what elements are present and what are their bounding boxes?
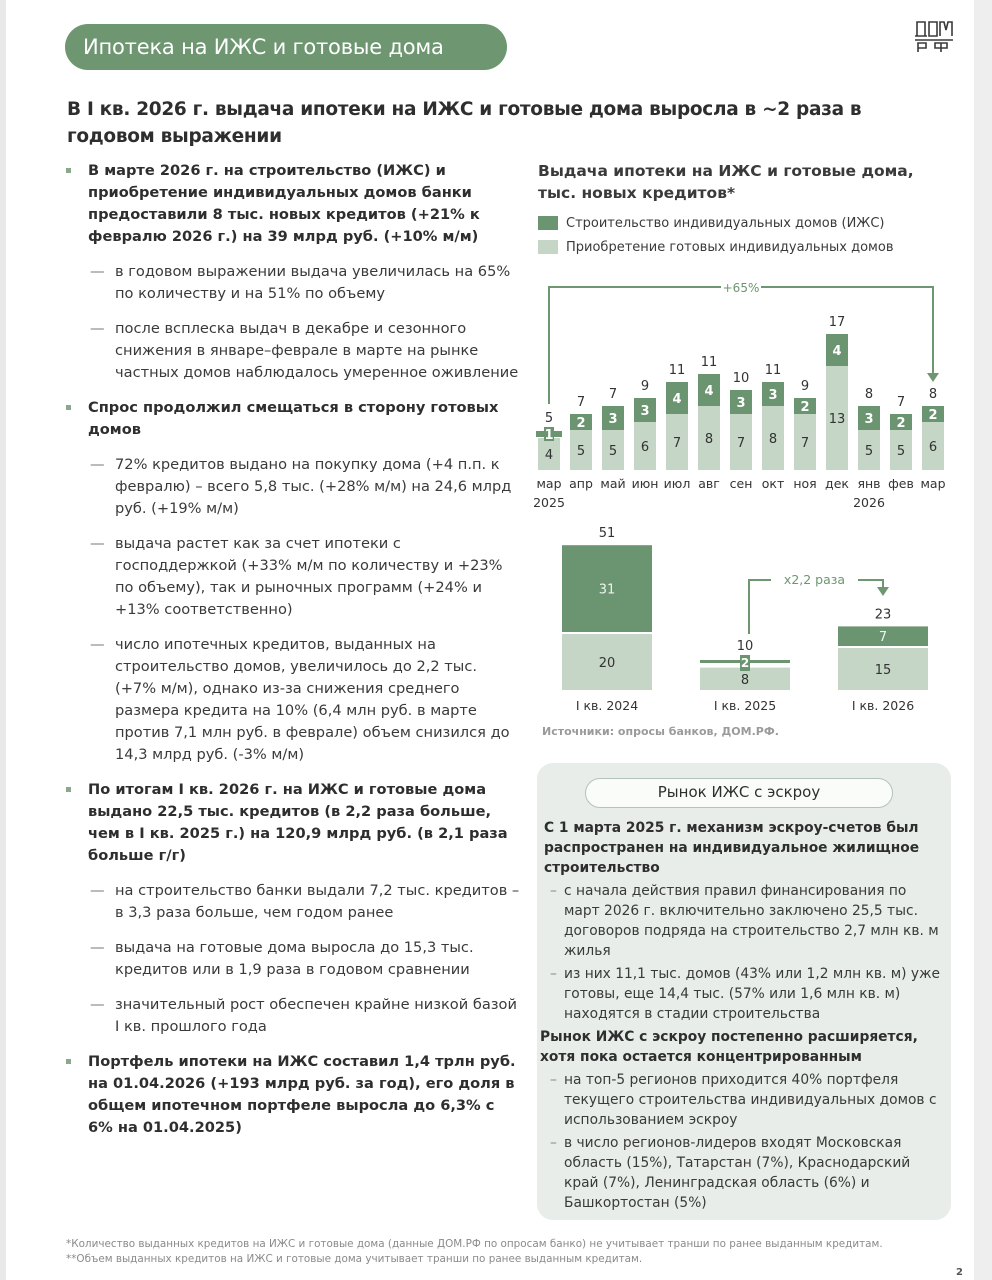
legend-swatch-dark xyxy=(538,216,558,230)
escrow-sub: – из них 11,1 тыс. домов (43% или 1,2 млн кв. м) уже готовы, еще 14,4 тыс. (57% или 1,6 млн кв. м) находятся в стадии строительства xyxy=(550,966,940,1022)
data-label-construction: 1 xyxy=(544,428,554,443)
data-label-total: 10 xyxy=(732,371,750,386)
legend-item-construction: Строительство индивидуальных домов (ИЖС) xyxy=(538,211,893,235)
bullet-4 xyxy=(62,1051,522,1139)
data-label-ready-homes: 8 xyxy=(768,432,778,447)
data-label-ready-homes: 15 xyxy=(874,663,892,678)
data-label-construction: 2 xyxy=(576,416,586,431)
footnote: **Объем выданных кредитов на ИЖС и готовые дома учитывает транши по ранее выданным кредитам. xyxy=(66,1253,643,1265)
data-label-construction: 2 xyxy=(896,416,906,431)
data-label-ready-homes: 4 xyxy=(544,448,554,463)
data-label-construction: 7 xyxy=(878,630,888,646)
x-tick-label: I кв. 2026 xyxy=(851,698,915,713)
data-label-total: 17 xyxy=(828,315,846,330)
x-tick-label: май xyxy=(600,476,626,491)
data-label-total: 11 xyxy=(668,363,686,378)
x-tick-label: янв xyxy=(857,476,881,491)
arrow-down-icon xyxy=(927,373,939,382)
footnotes xyxy=(66,1237,883,1267)
data-label-ready-homes: 5 xyxy=(896,444,906,459)
bullet-marker-icon xyxy=(66,168,71,173)
data-label-construction: 3 xyxy=(736,396,746,411)
data-label-construction: 2 xyxy=(800,400,810,415)
escrow-content xyxy=(540,818,945,1213)
x-tick-label: I кв. 2024 xyxy=(575,698,639,713)
data-label-ready-homes: 6 xyxy=(928,440,938,455)
data-label-total: 11 xyxy=(700,355,718,370)
dash-icon: — xyxy=(90,996,105,1013)
dash-icon: — xyxy=(90,320,105,337)
chart-title: Выдача ипотеки на ИЖС и готовые дома, тыс. новых кредитов* xyxy=(538,162,914,202)
headline: В I кв. 2026 г. выдача ипотеки на ИЖС и готовые дома выросла в ~2 раза в годовом выражении xyxy=(67,99,862,147)
growth-annotation-line xyxy=(549,287,721,404)
growth-annotation-label: x2,2 раза xyxy=(783,572,846,587)
x-year-label: 2025 xyxy=(533,495,565,510)
x-tick-label: дек xyxy=(825,476,849,491)
bullet-marker-icon xyxy=(66,1059,71,1064)
sub-bullet: — на строительство банки выдали 7,2 тыс. кредитов – в 3,3 раза больше, чем годом ранее xyxy=(90,882,520,921)
x-tick-label: I кв. 2025 xyxy=(713,698,777,713)
x-tick-label: окт xyxy=(761,476,785,491)
sub-bullet: — после всплеска выдач в декабре и сезонного снижения в январе–феврале в марте на рынке частных домов наблюдалось умеренное оживление xyxy=(90,320,519,381)
sub-bullet: — выдача на готовые дома выросла до 15,3 тыс. кредитов или в 1,9 раза в годовом сравнении xyxy=(90,939,474,978)
escrow-sub: – с начала действия правил финансирования по март 2026 г. включительно заключено 25,5 тыс. договоров подряда на строительство 2,7 млн кв. м жилья xyxy=(550,883,939,959)
bullet-marker-icon xyxy=(66,787,71,792)
data-label-ready-homes: 5 xyxy=(576,444,586,459)
x-tick-label: авг xyxy=(698,476,720,491)
growth-annotation-line xyxy=(858,580,883,588)
legend-item-ready-homes: Приобретение готовых индивидуальных домов xyxy=(538,235,893,259)
dash-icon: – xyxy=(550,1072,557,1088)
data-label-total: 7 xyxy=(896,395,906,410)
dash-icon: — xyxy=(90,535,105,552)
data-label-total: 9 xyxy=(640,379,650,394)
data-label-construction: 2 xyxy=(928,408,938,423)
escrow-sub: – на топ-5 регионов приходится 40% портфеля текущего строительства индивидуальных домов с использованием эскроу xyxy=(550,1072,937,1128)
data-label-ready-homes: 5 xyxy=(864,444,874,459)
x-tick-label: июл xyxy=(663,476,691,491)
data-label-construction: 4 xyxy=(832,344,842,359)
bullet-text: Спрос продолжил смещаться в сторону готовых домов xyxy=(88,399,499,438)
sources-note: Источники: опросы банков, ДОМ.РФ. xyxy=(542,725,779,738)
data-label-total: 5 xyxy=(544,411,554,426)
arrow-down-icon xyxy=(877,587,889,596)
dash-icon: – xyxy=(550,966,557,982)
x-tick-label: фев xyxy=(888,476,914,491)
x-tick-label: апр xyxy=(569,476,593,491)
bullet-text: Портфель ипотеки на ИЖС составил 1,4 трлн руб. на 01.04.2026 (+193 млрд руб. за год), его доля в общем ипотечном портфеле выросла до 6,3% с 6% на 01.04.2025) xyxy=(88,1053,516,1136)
data-label-ready-homes: 5 xyxy=(608,444,618,459)
data-label-ready-homes: 7 xyxy=(800,436,810,451)
growth-annotation-line xyxy=(749,580,771,634)
escrow-sub: – в число регионов-лидеров входят Московская область (15%), Татарстан (7%), Краснодарский край (7%), Ленинградская область (6%) и Башкортостан (5%) xyxy=(550,1135,911,1211)
data-label-construction: 4 xyxy=(672,392,682,407)
data-label-total: 51 xyxy=(598,526,616,542)
x-tick-label: сен xyxy=(729,476,753,491)
data-label-total: 9 xyxy=(800,379,810,394)
data-label-total: 7 xyxy=(608,387,618,402)
left-column xyxy=(62,160,522,1139)
data-label-ready-homes: 8 xyxy=(740,672,750,688)
legend-swatch-light xyxy=(538,240,558,254)
sub-bullet: — выдача растет как за счет ипотеки с господдержкой (+33% м/м по количеству и +23% по объему), так и рыночных программ (+24% и +13% соответственно) xyxy=(90,535,503,618)
dash-icon: — xyxy=(90,456,105,473)
data-label-construction: 31 xyxy=(598,582,616,598)
dash-icon: — xyxy=(90,263,105,280)
quarterly-bar-chart xyxy=(540,520,950,720)
data-label-total: 8 xyxy=(928,387,938,402)
page-edge-right xyxy=(974,0,992,1280)
data-label-construction: 2 xyxy=(740,656,750,670)
sub-bullet: — число ипотечных кредитов, выданных на строительство домов, увеличилось до 2,2 тыс. (+7% м/м), однако из-за снижения среднего размера кредита на 10% (6,4 млн руб. в марте против 7,1 млн руб. в феврале) объем снизился до 14,3 млрд руб. (-3% м/м) xyxy=(90,636,510,763)
x-tick-label: ноя xyxy=(793,476,817,491)
data-label-construction: 3 xyxy=(768,388,778,403)
dash-icon: – xyxy=(550,1135,557,1151)
x-year-label: 2026 xyxy=(853,495,885,510)
footnote: *Количество выданных кредитов на ИЖС и готовые дома (данные ДОМ.РФ по опросам банко) не учитывает транши по ранее выданным кредитам. xyxy=(66,1238,883,1250)
sub-bullet: — значительный рост обеспечен крайне низкой базой I кв. прошлого года xyxy=(90,996,517,1035)
escrow-heading: Рынок ИЖС с эскроу постепенно расширяется, хотя пока остается концентрированным xyxy=(540,1029,918,1065)
bullet-text: В марте 2026 г. на строительство (ИЖС) и приобретение индивидуальных домов банки предоставили 8 тыс. новых кредитов (+21% к февралю 2026 г.) на 39 млрд руб. (+10% м/м) xyxy=(88,162,480,245)
data-label-construction: 3 xyxy=(864,412,874,427)
data-label-construction: 4 xyxy=(704,384,714,399)
x-tick-label: июн xyxy=(631,476,659,491)
x-tick-label: мар xyxy=(920,476,946,491)
data-label-total: 23 xyxy=(874,607,892,623)
escrow-title: Рынок ИЖС с эскроу xyxy=(585,778,893,808)
escrow-heading: С 1 марта 2025 г. механизм эскроу-счетов был распространен на индивидуальное жилищное строительство xyxy=(544,820,920,876)
data-label-ready-homes: 13 xyxy=(828,412,846,427)
bullet-3 xyxy=(62,779,522,867)
data-label-ready-homes: 6 xyxy=(640,440,650,455)
dash-icon: — xyxy=(90,636,105,653)
bullet-1 xyxy=(62,160,522,248)
data-label-total: 11 xyxy=(764,363,782,378)
escrow-panel xyxy=(537,763,951,1220)
page-number: 2 xyxy=(956,1267,963,1278)
bullet-text: По итогам I кв. 2026 г. на ИЖС и готовые дома выдано 22,5 тыс. кредитов (в 2,2 раза больше, чем в I кв. 2025 г.) на 120,9 млрд руб. (в 2,1 раза больше г/г) xyxy=(88,781,508,864)
dash-icon: — xyxy=(90,882,105,899)
data-label-total: 7 xyxy=(576,395,586,410)
bullet-marker-icon xyxy=(66,405,71,410)
data-label-ready-homes: 20 xyxy=(598,656,616,671)
page-title: Ипотека на ИЖС и готовые дома xyxy=(65,24,507,70)
sub-bullet: — 72% кредитов выдано на покупку дома (+4 п.п. к февралю) – всего 5,8 тыс. (+28% м/м) на 24,6 млрд руб. (+19% м/м) xyxy=(90,456,512,517)
page-edge-left xyxy=(0,0,6,1280)
data-label-construction: 3 xyxy=(640,404,650,419)
data-label-total: 8 xyxy=(864,387,874,402)
chart-legend xyxy=(538,211,893,259)
bullet-2 xyxy=(62,397,522,441)
data-label-total: 10 xyxy=(736,639,754,654)
data-label-ready-homes: 7 xyxy=(672,436,682,451)
data-label-ready-homes: 8 xyxy=(704,432,714,447)
data-label-construction: 3 xyxy=(608,412,618,427)
dash-icon: — xyxy=(90,939,105,956)
growth-annotation-label: +65% xyxy=(722,281,760,295)
dom-rf-logo-icon xyxy=(914,18,954,54)
data-label-ready-homes: 7 xyxy=(736,436,746,451)
x-tick-label: мар xyxy=(536,476,562,491)
sub-bullet: — в годовом выражении выдача увеличилась на 65% по количеству и на 51% по объему xyxy=(90,263,511,302)
monthly-bar-chart xyxy=(528,276,958,516)
dash-icon: – xyxy=(550,883,557,899)
